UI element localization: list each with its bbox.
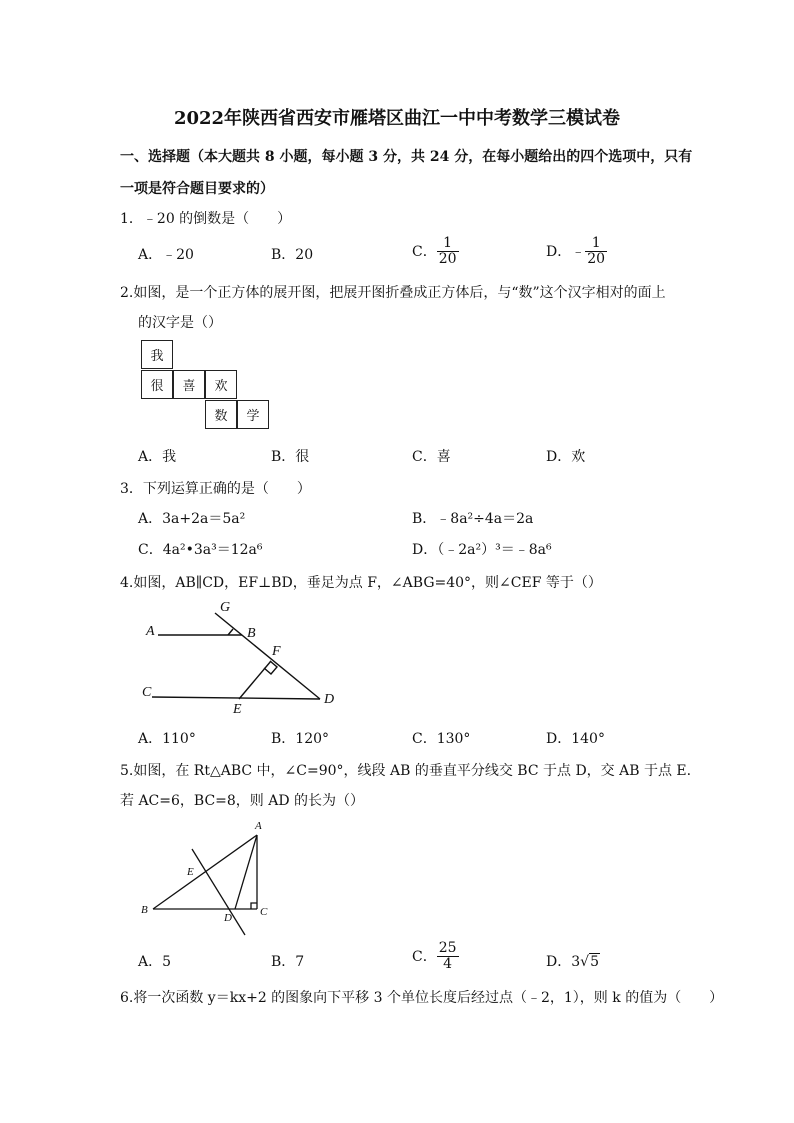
q2-option-a: A．我 xyxy=(138,449,177,465)
q1-c-fraction xyxy=(437,236,459,268)
q4-stem: 4.如图，AB∥CD，EF⊥BD，垂足为点 F，∠ABG=40°，则∠CEF 等于（） xyxy=(120,575,602,591)
q2-option-d: D．欢 xyxy=(546,449,586,465)
q3-option-b: B．﹣8a²÷4a＝2a xyxy=(412,511,534,527)
line-ef xyxy=(239,661,271,699)
label-e: E xyxy=(187,866,194,878)
q4-option-d: D．140° xyxy=(546,731,605,747)
net-cell-1: 我 xyxy=(141,340,173,369)
q3-stem: 3．下列运算正确的是（ ） xyxy=(120,481,311,497)
q1-d-num: 1 xyxy=(585,236,607,252)
net-cell-3: 喜 xyxy=(173,370,205,399)
section-heading-line2: 一项是符合题目要求的） xyxy=(120,181,274,197)
q3-option-c: C．4a²•3a³＝12a⁶ xyxy=(138,542,263,558)
line-gd xyxy=(215,613,320,699)
q2-stem-line2: 的汉字是（） xyxy=(138,315,222,331)
net-cell-2: 很 xyxy=(141,370,173,399)
q1-c-num: 1 xyxy=(437,236,459,252)
label-b: B xyxy=(247,626,256,641)
net-cell-5: 数 xyxy=(205,400,237,429)
label-a: A xyxy=(146,624,155,639)
angle-mark xyxy=(228,629,233,635)
q3-option-d: D．（﹣2a²）³＝﹣8a⁶ xyxy=(412,542,552,558)
side-ba xyxy=(153,835,257,909)
q4-option-b: B．120° xyxy=(271,731,330,747)
q5-option-d xyxy=(546,951,600,971)
q5-stem-line2: 若 AC=6，BC=8，则 AD 的长为（） xyxy=(120,793,365,809)
net-cell-4: 欢 xyxy=(205,370,237,399)
q5-c-prefix: C． xyxy=(412,948,437,965)
label-d: D xyxy=(324,692,335,707)
q5-option-a: A．5 xyxy=(138,954,172,970)
q1-c-prefix: C． xyxy=(412,243,437,260)
q5-c-fraction xyxy=(437,941,459,973)
q4-option-c: C．130° xyxy=(412,731,471,747)
label-f: F xyxy=(272,644,281,659)
segment-ad xyxy=(235,835,257,909)
q5-stem-line1: 5.如图，在 Rt△ABC 中，∠C=90°，线段 AB 的垂直平分线交 BC 于点 D，交 AB 于点 E. xyxy=(120,763,692,779)
q4-figure xyxy=(130,595,340,720)
label-c: C xyxy=(260,906,268,918)
q1-d-den: 20 xyxy=(587,251,606,268)
q3-option-a: A．3a+2a＝5a² xyxy=(138,511,246,527)
line-cd xyxy=(152,697,320,699)
label-e: E xyxy=(233,702,242,717)
q2-option-c: C．喜 xyxy=(412,449,451,465)
q1-c-den: 20 xyxy=(438,251,457,268)
q1-d-prefix: D．﹣ xyxy=(546,243,586,260)
sqrt-icon: √ xyxy=(580,954,590,970)
q1-option-c xyxy=(412,236,459,268)
q1-stem: 1．﹣20 的倒数是（ ） xyxy=(120,211,292,227)
q5-c-num: 25 xyxy=(438,940,457,956)
q2-stem-line1: 2.如图，是一个正方体的展开图，把展开图折叠成正方体后，与“数”这个汉字相对的面上 xyxy=(120,285,666,301)
q1-d-fraction xyxy=(585,236,607,268)
q1-option-a: A．﹣20 xyxy=(138,247,194,263)
q1-option-b: B．20 xyxy=(271,247,314,263)
page-title: 2022年陕西省西安市雁塔区曲江一中中考数学三模试卷 xyxy=(173,108,621,129)
q2-option-b: B．很 xyxy=(271,449,310,465)
label-b: B xyxy=(141,904,148,916)
q5-figure xyxy=(135,815,280,940)
label-a: A xyxy=(255,820,262,832)
net-cell-6: 学 xyxy=(237,400,269,429)
q6-stem: 6.将一次函数 y＝kx+2 的图象向下平移 3 个单位长度后经过点（﹣2，1），则 k 的值为（ ） xyxy=(120,990,724,1006)
q4-option-a: A．110° xyxy=(138,731,196,747)
q5-d-radicand: 5 xyxy=(590,954,599,970)
section-heading-line1: 一、选择题（本大题共 8 小题，每小题 3 分，共 24 分，在每小题给出的四个选项中，只有 xyxy=(120,149,693,165)
q5-option-b: B．7 xyxy=(271,954,305,970)
label-g: G xyxy=(220,600,231,615)
label-d: D xyxy=(224,912,232,924)
q5-c-den: 4 xyxy=(443,956,453,973)
right-angle-mark xyxy=(251,903,257,909)
q5-option-c xyxy=(412,941,459,973)
q1-option-d xyxy=(546,236,607,268)
q5-d-prefix: D．3 xyxy=(546,954,581,970)
label-c: C xyxy=(142,685,152,700)
